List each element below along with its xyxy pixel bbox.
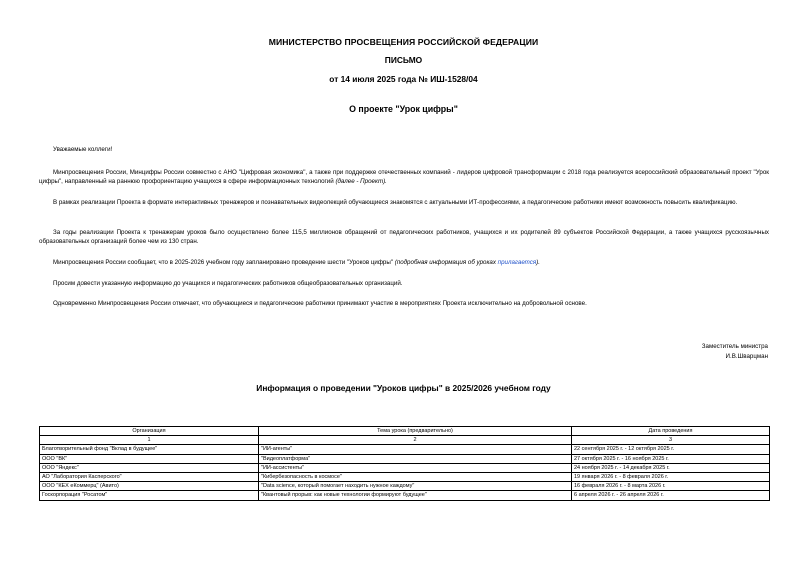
- cell-organization: ООО "Яндекс": [40, 463, 259, 472]
- column-number: 3: [572, 436, 770, 445]
- letter-paragraph-4: [39, 258, 769, 267]
- letter-paragraph-1: [39, 168, 769, 186]
- letter-paragraph-5: Просим довести указанную информацию до учащихся и педагогических работников общеобразовательных организаций.: [53, 280, 403, 287]
- letter-paragraph-6: Одновременно Минпросвещения России отмечает, что обучающиеся и педагогические работники принимают участие в мероприятиях Проекта исключительно на добровольной основе.: [53, 300, 587, 307]
- table-number-row: [40, 436, 770, 445]
- cell-date: 27 октября 2025 г. - 16 ноября 2025 г.: [572, 454, 770, 463]
- cell-organization: ООО "КЕХ еКоммерц" (Авито): [40, 482, 259, 491]
- header-topic: Тема урока (предварительно): [259, 427, 572, 436]
- letter-paragraph-2: В рамках реализации Проекта в формате интерактивных тренажеров и познавательных видеолекций обучающиеся знакомятся с актуальными ИТ-профессиями, а педагогические работники имеют возможность повысить квалификацию.: [53, 199, 738, 206]
- table-row: [40, 472, 770, 481]
- cell-organization: АО "Лаборатория Касперского": [40, 472, 259, 481]
- paragraph-4-text: Минпросвещения России сообщает, что в 2025-2026 учебном году запланировано проведение шести "Уроков цифры": [53, 259, 395, 266]
- header-date: Дата проведения: [572, 427, 770, 436]
- cell-topic: "Видеоплатформа": [259, 454, 572, 463]
- header-organization: Организация: [40, 427, 259, 436]
- column-number: 1: [40, 436, 259, 445]
- cell-topic: "ИИ-агенты": [259, 445, 572, 454]
- cell-topic: "Data science, который помогает находить нужное каждому": [259, 482, 572, 491]
- paragraph-1-italic: (далее - Проект).: [335, 178, 387, 185]
- document-type: ПИСЬМО: [384, 55, 423, 65]
- table-row: [40, 463, 770, 472]
- table-row: [40, 445, 770, 454]
- table-row: [40, 491, 770, 500]
- cell-date: 22 сентября 2025 г. - 12 октября 2025 г.: [572, 445, 770, 454]
- signatory-name: И.В.Шварцман: [725, 353, 768, 360]
- column-number: 2: [259, 436, 572, 445]
- table-title: Информация о проведении "Уроков цифры" в 2025/2026 учебном году: [256, 383, 551, 393]
- table-header-row: [40, 427, 770, 436]
- document-subject: О проекте "Урок цифры": [349, 104, 458, 114]
- cell-date: 24 ноября 2025 г. - 14 декабря 2025 г.: [572, 463, 770, 472]
- letter-greeting: Уважаемые коллеги!: [53, 146, 113, 153]
- paragraph-4-end: ).: [536, 259, 540, 266]
- document-date-number: от 14 июля 2025 года № ИШ-1528/04: [329, 74, 478, 84]
- attachment-link[interactable]: прилагается: [497, 259, 537, 266]
- cell-topic: "Квантовый прорыв: как новые технологии формируют будущее": [259, 491, 572, 500]
- lessons-table: [39, 426, 770, 501]
- cell-date: 16 февраля 2026 г. - 8 марта 2026 г.: [572, 482, 770, 491]
- cell-date: 6 апреля 2026 г. - 26 апреля 2026 г.: [572, 491, 770, 500]
- letter-paragraph-3: За годы реализации Проекта к тренажерам уроков было осуществлено более 115,5 миллионов обращений от педагогических работников, учащихся и их родителей 89 субъектов Российской Федерации, а также учащихся русскоязычных образовательных организаций более чем из 130 стран.: [39, 229, 769, 245]
- paragraph-4-italic: (подробная информация об уроках: [394, 259, 498, 266]
- signatory-position: Заместитель министра: [701, 343, 768, 350]
- ministry-title: МИНИСТЕРСТВО ПРОСВЕЩЕНИЯ РОССИЙСКОЙ ФЕДЕРАЦИИ: [268, 37, 539, 47]
- cell-organization: Благотворительный фонд "Вклад в будущее": [40, 445, 259, 454]
- cell-organization: Госкорпорация "Росатом": [40, 491, 259, 500]
- cell-organization: ООО "ВК": [40, 454, 259, 463]
- table-row: [40, 454, 770, 463]
- table-row: [40, 482, 770, 491]
- paragraph-1-text: Минпросвещения России, Минцифры России совместно с АНО "Цифровая экономика", а также при поддержке отечественных компаний - лидеров цифровой трансформации с 2018 года реализуется всероссийский образовательный проект "Урок цифры", направленный на раннюю профориентацию учащихся в сфере информационных технологий: [39, 169, 769, 185]
- cell-date: 19 января 2026 г. - 8 февраля 2026 г.: [572, 472, 770, 481]
- cell-topic: "ИИ-ассистенты": [259, 463, 572, 472]
- cell-topic: "Кибербезопасность в космосе": [259, 472, 572, 481]
